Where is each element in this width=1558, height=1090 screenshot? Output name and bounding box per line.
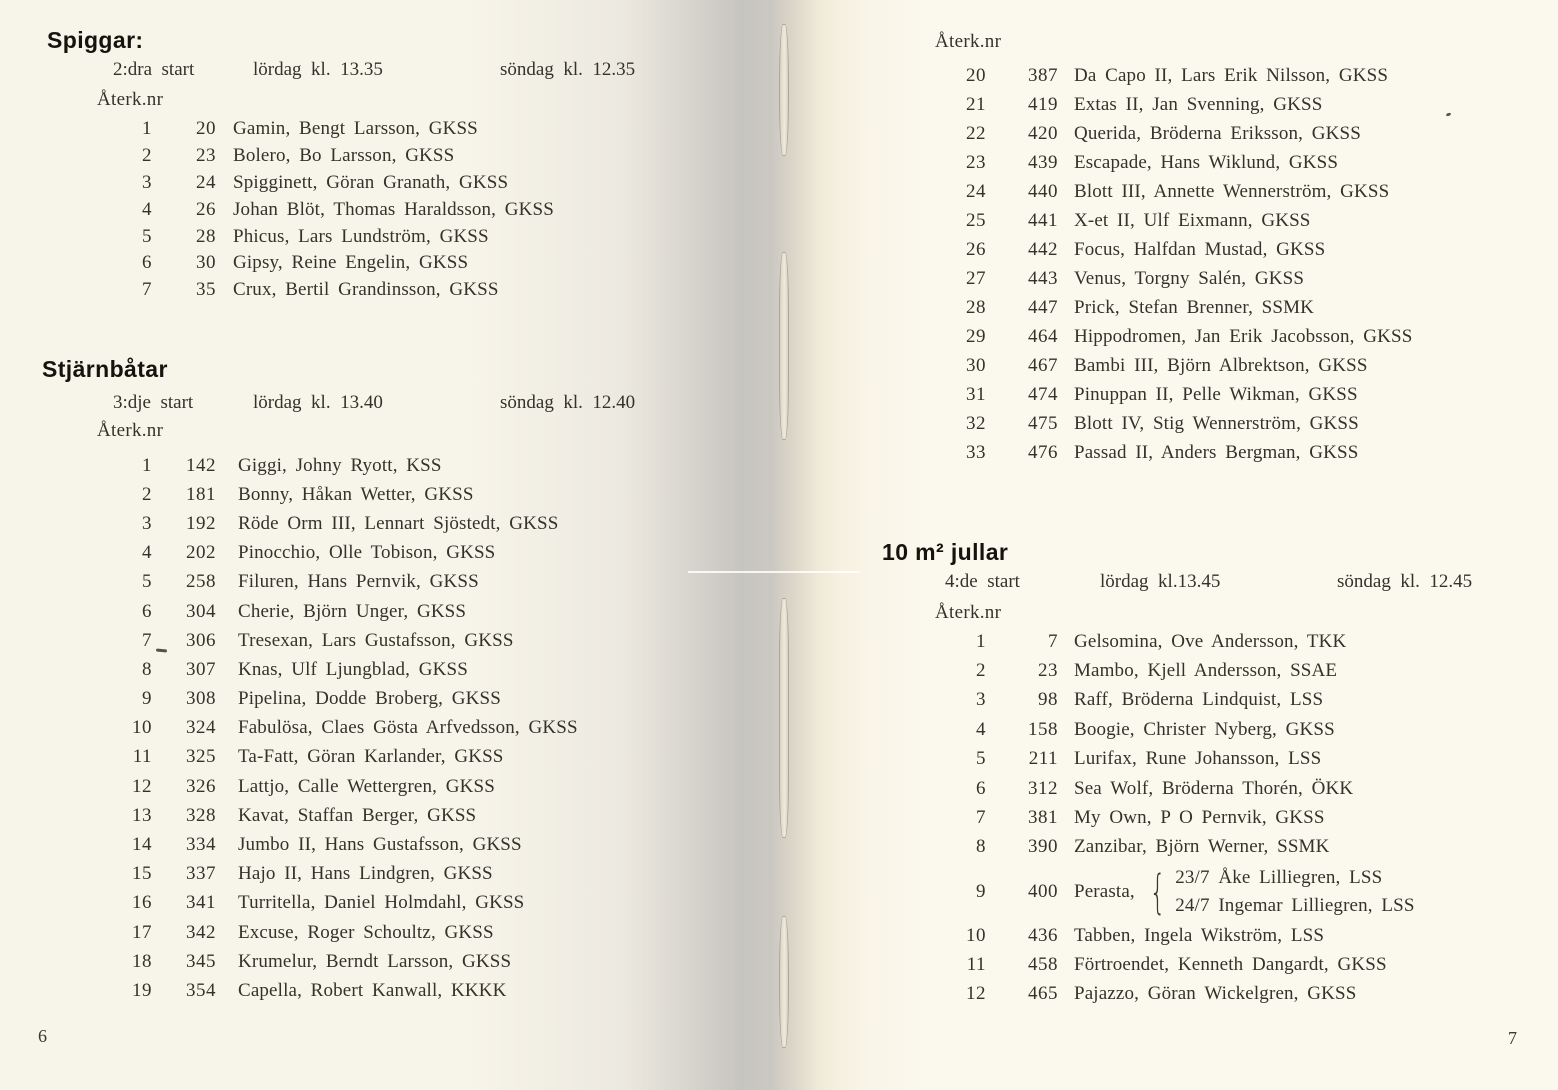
entry-text: Hippodromen, Jan Erik Jacobsson, GKSS (1074, 325, 1413, 347)
entry-row (858, 980, 1558, 1009)
entry-row (858, 438, 1558, 467)
entry-text: Tabben, Ingela Wikström, LSS (1074, 924, 1325, 946)
entry-sail-number: 390 (1028, 836, 1058, 858)
entry-row (0, 976, 700, 1005)
binding-stitch (779, 24, 789, 156)
entry-row (0, 451, 700, 480)
entry-sail-number: 345 (186, 950, 216, 972)
entry-sail-number: 325 (186, 746, 216, 768)
jullar-start-label: 4:de start (945, 571, 1020, 592)
entry-text: Pajazzo, Göran Wickelgren, GKSS (1074, 983, 1357, 1005)
entry-row (0, 947, 700, 976)
entry-return-number: 6 (142, 252, 152, 274)
entry-return-number: 3 (142, 171, 152, 193)
entry-sail-number: 181 (186, 483, 216, 505)
entry-row (858, 264, 1558, 293)
entry-sail-number: 467 (1028, 354, 1058, 376)
entry-return-number: 23 (966, 151, 986, 173)
entry-return-number: 4 (976, 718, 986, 740)
stjarnbatar-entry-list (0, 451, 700, 1006)
entry-return-number: 25 (966, 209, 986, 231)
spiggar-return-header: Återk.nr (97, 89, 164, 110)
entry-row (858, 380, 1558, 409)
entry-text: Giggi, Johny Ryott, KSS (238, 454, 442, 476)
entry-row (0, 250, 700, 277)
entry-sail-number: 328 (186, 804, 216, 826)
entry-text: Capella, Robert Kanwall, KKKK (238, 979, 507, 1001)
entry-text (1058, 864, 1558, 920)
entry-row (858, 774, 1558, 803)
entry-sail-number: 441 (1028, 209, 1058, 231)
entry-sail-number: 419 (1028, 93, 1058, 115)
entry-text: Lattjo, Calle Wettergren, GKSS (238, 775, 495, 797)
entry-row (0, 801, 700, 830)
entry-text: Bonny, Håkan Wetter, GKSS (238, 483, 474, 505)
entry-sail-number: 308 (186, 688, 216, 710)
entry-return-number: 33 (966, 441, 986, 463)
entry-crew-line: 23/7 Åke Lilliegren, LSS (1175, 866, 1383, 888)
entry-text: Excuse, Roger Schoultz, GKSS (238, 921, 494, 943)
entry-sail-number: 142 (186, 454, 216, 476)
stjarnbatar-return-header: Återk.nr (97, 420, 164, 441)
entry-row (0, 626, 700, 655)
spiggar-sunday-time: söndag kl. 12.35 (500, 59, 636, 80)
entry-sail-number: 312 (1028, 777, 1058, 799)
entry-return-number: 17 (132, 921, 152, 943)
entry-text: Zanzibar, Björn Werner, SSMK (1074, 836, 1330, 858)
entry-return-number: 9 (142, 688, 152, 710)
entry-row (0, 277, 700, 304)
entry-row (858, 177, 1558, 206)
entry-row (858, 90, 1558, 119)
section-heading-jullar: 10 m² jullar (882, 539, 1009, 565)
entry-text: Turritella, Daniel Holmdahl, GKSS (238, 892, 525, 914)
spiggar-start-line (0, 59, 700, 83)
entry-return-number: 3 (142, 512, 152, 534)
entry-return-number: 1 (976, 630, 986, 652)
entry-text: Pinuppan II, Pelle Wikman, GKSS (1074, 383, 1358, 405)
entry-row (858, 148, 1558, 177)
entry-return-number: 7 (142, 279, 152, 301)
entry-return-number: 9 (976, 880, 986, 902)
page-number-right: 7 (1508, 1028, 1517, 1048)
entry-sail-number: 23 (1038, 660, 1058, 682)
stjarnbatar-start-line (0, 392, 700, 416)
entry-row (858, 921, 1558, 950)
entry-return-number: 10 (966, 924, 986, 946)
entry-return-number: 28 (966, 296, 986, 318)
entry-text: Bambi III, Björn Albrektson, GKSS (1074, 354, 1368, 376)
entry-text: Ta-Fatt, Göran Karlander, GKSS (238, 746, 504, 768)
entry-sail-number: 326 (186, 775, 216, 797)
entry-sail-number: 258 (186, 571, 216, 593)
stjarnbatar-saturday-time: lördag kl. 13.40 (253, 392, 383, 413)
stjarnbatar-continued-return-header: Återk.nr (935, 31, 1002, 52)
left-page (0, 0, 700, 1090)
entry-text: Focus, Halfdan Mustad, GKSS (1074, 238, 1326, 260)
entry-row (858, 686, 1558, 715)
entry-sail-number: 443 (1028, 267, 1058, 289)
entry-text: Pinocchio, Olle Tobison, GKSS (238, 542, 496, 564)
entry-row (858, 409, 1558, 438)
entry-text: Venus, Torgny Salén, GKSS (1074, 267, 1305, 289)
entry-return-number: 31 (966, 383, 986, 405)
entry-sail-number: 475 (1028, 412, 1058, 434)
entry-sail-number: 342 (186, 921, 216, 943)
entry-text: Spigginett, Göran Granath, GKSS (233, 171, 509, 193)
entry-row (0, 889, 700, 918)
entry-sail-number: 381 (1028, 807, 1058, 829)
entry-sail-number: 341 (186, 892, 216, 914)
entry-sail-number: 465 (1028, 983, 1058, 1005)
entry-text: Fabulösa, Claes Gösta Arfvedsson, GKSS (238, 717, 578, 739)
entry-row (858, 206, 1558, 235)
entry-return-number: 10 (132, 717, 152, 739)
entry-row (0, 568, 700, 597)
entry-sail-number: 464 (1028, 325, 1058, 347)
jullar-start-line (858, 571, 1558, 595)
entry-sail-number: 192 (186, 512, 216, 534)
entry-sail-number: 337 (186, 863, 216, 885)
page-number-left: 6 (38, 1026, 47, 1046)
entry-row (858, 656, 1558, 685)
entry-row (0, 509, 700, 538)
entry-return-number: 14 (132, 834, 152, 856)
entry-return-number: 19 (132, 979, 152, 1001)
entry-return-number: 12 (132, 775, 152, 797)
entry-return-number: 12 (966, 983, 986, 1005)
entry-return-number: 8 (976, 836, 986, 858)
entry-row (0, 860, 700, 889)
entry-sail-number: 420 (1028, 122, 1058, 144)
entry-row (858, 862, 1558, 921)
entry-text: Phicus, Lars Lundström, GKSS (233, 225, 489, 247)
binding-stitch (779, 916, 789, 1048)
entry-text: Hajo II, Hans Lindgren, GKSS (238, 863, 493, 885)
entry-return-number: 32 (966, 412, 986, 434)
entry-row (0, 597, 700, 626)
entry-text: Knas, Ulf Ljungblad, GKSS (238, 658, 468, 680)
entry-return-number: 7 (976, 807, 986, 829)
entry-row (0, 170, 700, 197)
entry-return-number: 4 (142, 198, 152, 220)
jullar-return-header: Återk.nr (935, 602, 1002, 623)
entry-row (0, 918, 700, 947)
entry-text: Crux, Bertil Grandinsson, GKSS (233, 279, 499, 301)
entry-row (0, 743, 700, 772)
entry-return-number: 30 (966, 354, 986, 376)
entry-row (0, 223, 700, 250)
entry-text: Escapade, Hans Wiklund, GKSS (1074, 151, 1339, 173)
entry-sail-number: 400 (1028, 880, 1058, 902)
entry-return-number: 5 (976, 748, 986, 770)
entry-text: Gelsomina, Ove Andersson, TKK (1074, 630, 1347, 652)
entry-text: Tresexan, Lars Gustafsson, GKSS (238, 629, 514, 651)
entry-sail-number: 334 (186, 834, 216, 856)
entry-row (858, 745, 1558, 774)
entry-row (858, 322, 1558, 351)
entry-return-number: 29 (966, 325, 986, 347)
entry-row (0, 685, 700, 714)
entry-return-number: 11 (132, 746, 152, 768)
entry-row (858, 119, 1558, 148)
entry-return-number: 24 (966, 180, 986, 202)
entry-sail-number: 387 (1028, 64, 1058, 86)
entry-row (0, 196, 700, 223)
entry-text: Pipelina, Dodde Broberg, GKSS (238, 688, 501, 710)
entry-row (0, 714, 700, 743)
entry-row (858, 950, 1558, 979)
entry-text: Krumelur, Berndt Larsson, GKSS (238, 950, 512, 972)
entry-row (0, 143, 700, 170)
entry-return-number: 5 (142, 225, 152, 247)
section-heading-stjarnbatar: Stjärnbåtar (42, 356, 168, 382)
entry-return-number: 2 (142, 145, 152, 167)
entry-return-number: 21 (966, 93, 986, 115)
entry-sail-number: 440 (1028, 180, 1058, 202)
entry-row (0, 655, 700, 684)
entry-text: Boogie, Christer Nyberg, GKSS (1074, 718, 1335, 740)
entry-sail-number: 354 (186, 979, 216, 1001)
entry-sail-number: 476 (1028, 441, 1058, 463)
entry-text: Blott III, Annette Wennerström, GKSS (1074, 180, 1390, 202)
paper-scratch-line (688, 571, 860, 573)
entry-return-number: 18 (132, 950, 152, 972)
entry-text: Filuren, Hans Pernvik, GKSS (238, 571, 479, 593)
entry-text: Blott IV, Stig Wennerström, GKSS (1074, 412, 1359, 434)
entry-return-number: 16 (132, 892, 152, 914)
entry-return-number: 7 (142, 629, 152, 651)
entry-text: Querida, Bröderna Eriksson, GKSS (1074, 122, 1361, 144)
entry-text: Prick, Stefan Brenner, SSMK (1074, 296, 1315, 318)
entry-return-number: 22 (966, 122, 986, 144)
entry-row (858, 235, 1558, 264)
entry-sail-number: 98 (1038, 689, 1058, 711)
entry-row (0, 772, 700, 801)
entry-sail-number: 202 (186, 542, 216, 564)
binding-stitch (779, 252, 789, 440)
entry-row (858, 627, 1558, 656)
jullar-entry-list (858, 627, 1558, 1009)
entry-text: Johan Blöt, Thomas Haraldsson, GKSS (233, 198, 554, 220)
entry-row (0, 539, 700, 568)
entry-row (0, 116, 700, 143)
entry-return-number: 20 (966, 64, 986, 86)
jullar-sunday-time: söndag kl. 12.45 (1337, 571, 1473, 592)
entry-text: Extas II, Jan Svenning, GKSS (1074, 93, 1323, 115)
entry-return-number: 8 (142, 658, 152, 680)
spiggar-start-label: 2:dra start (113, 59, 195, 80)
entry-row (858, 715, 1558, 744)
stjarnbatar-continued-entry-list (858, 61, 1558, 467)
entry-text: Jumbo II, Hans Gustafsson, GKSS (238, 834, 522, 856)
entry-return-number: 1 (142, 454, 152, 476)
entry-text: Cherie, Björn Unger, GKSS (238, 600, 467, 622)
entry-boat-name: Perasta, (1074, 880, 1135, 902)
right-page (858, 0, 1558, 1090)
entry-return-number: 5 (142, 571, 152, 593)
entry-return-number: 2 (976, 660, 986, 682)
entry-text: Raff, Bröderna Lindquist, LSS (1074, 689, 1324, 711)
entry-return-number: 13 (132, 804, 152, 826)
entry-text: Passad II, Anders Bergman, GKSS (1074, 441, 1359, 463)
entry-return-number: 6 (976, 777, 986, 799)
entry-sail-number: 474 (1028, 383, 1058, 405)
entry-sail-number: 30 (196, 252, 216, 274)
entry-row (858, 293, 1558, 322)
entry-text: Da Capo II, Lars Erik Nilsson, GKSS (1074, 64, 1389, 86)
entry-text: Bolero, Bo Larsson, GKSS (233, 145, 455, 167)
entry-return-number: 4 (142, 542, 152, 564)
entry-row (0, 480, 700, 509)
entry-sail-number: 23 (196, 145, 216, 167)
entry-crew-line: 24/7 Ingemar Lilliegren, LSS (1175, 894, 1415, 916)
spiggar-saturday-time: lördag kl. 13.35 (253, 59, 383, 80)
jullar-saturday-time: lördag kl.13.45 (1100, 571, 1221, 592)
entry-text: Gamin, Bengt Larsson, GKSS (233, 118, 478, 140)
entry-text: Röde Orm III, Lennart Sjöstedt, GKSS (238, 512, 559, 534)
entry-sail-number: 304 (186, 600, 216, 622)
entry-return-number: 27 (966, 267, 986, 289)
entry-sail-number: 307 (186, 658, 216, 680)
entry-return-number: 2 (142, 483, 152, 505)
entry-sail-number: 35 (196, 279, 216, 301)
entry-row (858, 803, 1558, 832)
entry-sail-number: 436 (1028, 924, 1058, 946)
entry-row (0, 830, 700, 859)
entry-sail-number: 24 (196, 171, 216, 193)
spiggar-entry-list (0, 116, 700, 304)
entry-text: X-et II, Ulf Eixmann, GKSS (1074, 209, 1311, 231)
entry-crew-lines (1175, 864, 1414, 920)
stjarnbatar-start-label: 3:dje start (113, 392, 194, 413)
entry-return-number: 15 (132, 863, 152, 885)
stjarnbatar-sunday-time: söndag kl. 12.40 (500, 392, 636, 413)
entry-row (858, 351, 1558, 380)
brace-glyph: { (1149, 864, 1166, 919)
entry-text: Gipsy, Reine Engelin, GKSS (233, 252, 469, 274)
entry-return-number: 11 (966, 954, 986, 975)
entry-sail-number: 306 (186, 629, 216, 651)
entry-sail-number: 26 (196, 198, 216, 220)
entry-sail-number: 439 (1028, 151, 1058, 173)
entry-row (858, 833, 1558, 862)
entry-text: Mambo, Kjell Andersson, SSAE (1074, 660, 1338, 682)
binding-stitch (779, 598, 789, 838)
entry-text: Förtroendet, Kenneth Dangardt, GKSS (1074, 954, 1387, 975)
entry-sail-number: 211 (1028, 748, 1058, 770)
entry-sail-number: 158 (1028, 718, 1058, 740)
entry-sail-number: 458 (1028, 954, 1058, 975)
entry-return-number: 3 (976, 689, 986, 711)
entry-text: Sea Wolf, Bröderna Thorén, ÖKK (1074, 777, 1354, 799)
section-heading-spiggar: Spiggar: (47, 27, 144, 53)
entry-sail-number: 28 (196, 225, 216, 247)
entry-return-number: 26 (966, 238, 986, 260)
entry-text: Kavat, Staffan Berger, GKSS (238, 804, 477, 826)
entry-sail-number: 7 (1048, 630, 1058, 652)
entry-text: Lurifax, Rune Johansson, LSS (1074, 748, 1322, 770)
entry-return-number: 1 (142, 118, 152, 140)
entry-text: My Own, P O Pernvik, GKSS (1074, 807, 1325, 829)
entry-return-number: 6 (142, 600, 152, 622)
entry-sail-number: 442 (1028, 238, 1058, 260)
entry-sail-number: 324 (186, 717, 216, 739)
entry-sail-number: 447 (1028, 296, 1058, 318)
entry-sail-number: 20 (196, 118, 216, 140)
entry-row (858, 61, 1558, 90)
